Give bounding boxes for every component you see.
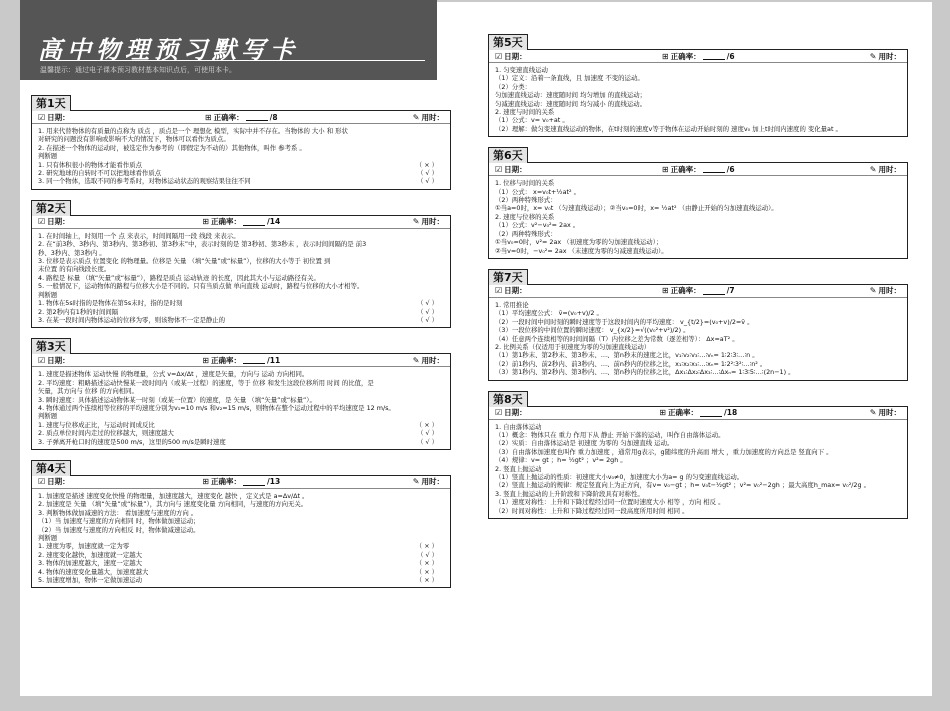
- accuracy-label: 正确率：: [670, 286, 701, 296]
- day-content: [32, 367, 450, 449]
- accuracy-label: 正确率：: [210, 355, 241, 365]
- content-line: ①当v₀=0时，v²= 2ax （初速度为零的匀加速直线运动）；: [495, 238, 663, 247]
- accuracy-total: /11: [266, 355, 281, 365]
- judge-answer: （ √ ）: [417, 550, 438, 559]
- content-line: ②当v=0时，−v₀²= 2ax （末速度为零的匀减速直线运动）。: [495, 246, 668, 255]
- judge-statement: 1. 速度为零，加速度就一定为零: [38, 542, 130, 551]
- day-tab: 第6天: [488, 147, 528, 162]
- judge-statement: 3. 在某一段时间内物体运动的位移为零，则该物体不一定是静止的: [38, 315, 226, 324]
- content-line: 2. 比例关系（仅适用于初速度为零的匀加速直线运动）: [495, 342, 651, 351]
- pen-icon: ✎: [412, 477, 420, 487]
- accuracy-label: 正确率：: [210, 217, 241, 227]
- judge-statement: 1. 物体在5s时指的是物体在第5s末时，指的是时刻: [38, 299, 183, 308]
- pen-icon: ✎: [869, 408, 877, 418]
- day-meta-row: [489, 285, 907, 298]
- day-meta-row: [489, 407, 907, 420]
- judge-item: [38, 551, 444, 559]
- content-line: 判断题: [38, 290, 58, 299]
- calendar-icon: ☑: [495, 164, 503, 174]
- accuracy-group: [205, 112, 278, 123]
- day-meta-row: [32, 354, 450, 367]
- day-box: [31, 110, 451, 190]
- content-line: 4. 路程是 标量 （填“矢量”或“标量”），路程是质点 运动轨迹 的长度，因此其大小与运动路径有关。: [38, 273, 320, 282]
- accuracy-input[interactable]: [703, 52, 725, 60]
- day-tab: 第5天: [488, 34, 528, 49]
- pen-icon: ✎: [869, 51, 877, 61]
- time-label: 用时：: [878, 408, 901, 418]
- accuracy-total: /13: [266, 477, 281, 487]
- date-group: [38, 355, 70, 366]
- date-label: 日期：: [504, 164, 527, 174]
- content-line: 3. 判断物体做加减速的方法： 看加速度与速度的方向 。: [38, 508, 198, 517]
- day-meta-row: [32, 476, 450, 489]
- time-label: 用时：: [878, 164, 901, 174]
- content-line: 2. 竖直上抛运动: [495, 464, 542, 473]
- content-line: （3）第1秒内、第2秒内、第3秒内、…、第n秒内的位移之比，Δx₁∶Δx₂∶Δx₃∶…∶Δxₙ= 1∶3∶5∶…∶(2n−1) 。: [495, 368, 795, 377]
- time-label: 用时：: [421, 217, 444, 227]
- content-line: （2）理解：做匀变速直线运动的物体，在t时刻的速度v等于物体在运动开始时刻的 速度v₀ 加上t时间内速度的 变化量at 。: [495, 124, 842, 133]
- content-line: 1. 位移与时间的关系: [495, 179, 555, 188]
- accuracy-group: [662, 164, 735, 175]
- day-box: [488, 162, 908, 259]
- content-line: 3. 位移是表示质点 位置变化 的物理量。位移是 矢量 （填“矢量”或“标量”），位移的大小等于 初位置 到: [38, 257, 331, 266]
- accuracy-label: 正确率：: [670, 51, 701, 61]
- judge-item: [38, 169, 444, 177]
- content-line: 1. 加速度是描述 速度变化快慢 的物理量，加速度越大，速度变化 越快 ，定义式是 a=Δv/Δt 。: [38, 491, 309, 500]
- header-banner: [20, 0, 437, 80]
- page-title: 高中物理预习默写卡: [38, 36, 299, 64]
- accuracy-total: /14: [266, 217, 281, 227]
- content-line: （1）公式：v= v₀+at 。: [495, 116, 569, 125]
- time-group: [870, 285, 901, 296]
- accuracy-group: [662, 285, 735, 296]
- content-line: 判断题: [38, 534, 58, 542]
- date-group: [495, 164, 527, 175]
- content-line: 5. 一般情况下，运动物体的路程与位移大小是不同的。只有当质点做 单向直线 运动时，路程与位移的大小才相等。: [38, 282, 364, 291]
- day-card-1: [31, 92, 451, 190]
- content-line: （1）公式： x=v₀t+½at² 。: [495, 187, 580, 196]
- accuracy-total: /6: [726, 51, 735, 61]
- date-group: [495, 407, 527, 418]
- judge-statement: 2. 速度变化越快，加速度就一定越大: [38, 550, 142, 559]
- pen-icon: ✎: [412, 355, 420, 365]
- day-meta-row: [489, 163, 907, 176]
- accuracy-input[interactable]: [243, 356, 265, 364]
- accuracy-group: [659, 407, 737, 418]
- day-box: [488, 49, 908, 137]
- content-line: 1. 速度是描述物体 运动快慢 的物理量，公式 v=Δx/Δt ，速度是矢量，方向与 运动 方向相同。: [38, 370, 309, 379]
- accuracy-total: /7: [726, 286, 735, 296]
- day-content: [489, 298, 907, 380]
- accuracy-total: /6: [726, 164, 735, 174]
- judge-answer: （ × ）: [415, 576, 438, 585]
- accuracy-input[interactable]: [243, 218, 265, 226]
- day-card-8: [488, 388, 908, 519]
- content-line: 2. 在“前3秒、3秒内、第3秒内、第3秒初、第3秒末”中，表示时刻的是 第3秒初、第3秒末 ，表示时间间隔的是 前3: [38, 240, 367, 249]
- judge-item: [38, 559, 444, 567]
- day-tab: 第8天: [488, 391, 528, 406]
- day-tab: 第7天: [488, 269, 528, 284]
- content-line: （2）两种特殊形式：: [495, 229, 557, 238]
- judge-statement: 3. 子弹离开枪口时的速度是500 m/s，这里的500 m/s是瞬时速度: [38, 437, 226, 446]
- content-line: 2. 加速度是 矢量 （填“矢量”或“标量”），其方向与 速度变化量 方向相同，与速度的方向无关。: [38, 500, 308, 509]
- accuracy-input[interactable]: [243, 478, 265, 486]
- time-group: [413, 112, 444, 123]
- content-line: 1. 常用推论: [495, 300, 529, 309]
- grid-icon: ⊞: [661, 164, 669, 174]
- judge-item: [38, 161, 444, 169]
- accuracy-input[interactable]: [703, 287, 725, 295]
- content-line: （1）平均速度公式： v̄=(v₀+v)/2 。: [495, 309, 603, 318]
- content-line: 1. 匀变速直线运动: [495, 66, 548, 74]
- accuracy-input[interactable]: [700, 409, 722, 417]
- day-card-6: [488, 144, 908, 259]
- date-label: 日期：: [504, 408, 527, 418]
- pen-icon: ✎: [412, 217, 420, 227]
- day-content: [489, 176, 907, 258]
- accuracy-group: [662, 51, 735, 62]
- content-line: 2. 在描述一个物体的运动时，被选定作为参考的（即假定为不动的）其他物体，叫作 参考系 。: [38, 143, 306, 152]
- grid-icon: ⊞: [202, 477, 209, 487]
- time-group: [413, 355, 444, 366]
- judge-answer: （ × ）: [415, 160, 438, 169]
- pen-icon: ✎: [869, 286, 877, 296]
- judge-statement: 3. 同一个物体，选取不同的参考系时，对物体运动状态的观察结果往往不同: [38, 177, 251, 186]
- grid-icon: ⊞: [661, 51, 669, 61]
- date-label: 日期：: [47, 477, 70, 487]
- content-line: 匀加速直线运动：速度随时间 均匀增加 的直线运动；: [495, 91, 647, 100]
- time-label: 用时：: [421, 355, 444, 365]
- date-label: 日期：: [47, 112, 70, 122]
- judge-statement: 3. 物体的加速度越大，速度一定越大: [38, 559, 142, 568]
- calendar-icon: ☑: [38, 217, 46, 227]
- day-tab: 第3天: [31, 338, 71, 353]
- accuracy-label: 正确率：: [670, 164, 701, 174]
- grid-icon: ⊞: [661, 286, 669, 296]
- day-box: [31, 215, 451, 328]
- content-line: （1）公式：v²−v₀²= 2ax 。: [495, 221, 580, 230]
- content-line: （2）前1秒内、前2秒内、前3秒内、…、前n秒内的位移之比，x₁∶x₂∶x₃∶…∶xₙ= 1∶2²∶3²∶…∶n² 。: [495, 359, 767, 368]
- day-box: [488, 406, 908, 519]
- accuracy-input[interactable]: [703, 165, 725, 173]
- day-box: [31, 353, 451, 450]
- judge-item: [38, 429, 444, 437]
- left-column: [31, 92, 451, 595]
- accuracy-input[interactable]: [246, 113, 268, 121]
- content-line: （2）一段时间中间时刻的瞬时速度等于这段时间内的平均速度： v_{t/2}=(v₀+v)/2=v̄ 。: [495, 317, 754, 326]
- content-line: 1. 用来代替物体的有质量的点称为 质点 ，质点是一个 理想化 模型，实际中并不存在。当物体的 大小 和 形状: [38, 127, 348, 135]
- grid-icon: ⊞: [659, 408, 666, 418]
- judge-item: [38, 316, 444, 324]
- grid-icon: ⊞: [202, 355, 209, 365]
- judge-statement: 4. 物体的速度变化量越大，加速度越大: [38, 567, 149, 576]
- judge-item: [38, 177, 444, 185]
- judge-item: [38, 438, 444, 446]
- header-divider: [40, 60, 425, 61]
- judge-answer: （ × ）: [415, 559, 438, 568]
- judge-item: [38, 568, 444, 576]
- accuracy-total: /18: [723, 408, 738, 418]
- accuracy-group: [202, 216, 280, 227]
- date-group: [495, 285, 527, 296]
- content-line: 4. 物体通过两个连续相等位移的平均速度分别为v₁=10 m/s 和v₂=15 m/s，则物体在整个运动过程中的平均速度是 12 m/s。: [38, 403, 395, 412]
- judge-answer: （ × ）: [415, 567, 438, 576]
- judge-statement: 1. 只有体积很小的物体才能看作质点: [38, 160, 142, 169]
- content-line: （2）实质：自由落体运动是 初速度 为零的 匀加速直线 运动。: [495, 439, 674, 448]
- day-box: [488, 284, 908, 381]
- content-line: （1）概念：物体只在 重力 作用下从 静止 开始下落的运动，叫作自由落体运动。: [495, 430, 725, 439]
- content-line: 1. 在时间轴上，时刻用一个 点 来表示，时间间隔用一段 线段 来表示。: [38, 231, 240, 240]
- day-meta-row: [32, 216, 450, 229]
- content-line: （4）规律：v= gt ；h= ½gt² ；v²= 2gh 。: [495, 456, 627, 465]
- accuracy-label: 正确率：: [667, 408, 698, 418]
- accuracy-group: [202, 476, 280, 487]
- judge-item: [38, 308, 444, 316]
- calendar-icon: ☑: [38, 112, 46, 122]
- accuracy-label: 正确率：: [210, 477, 241, 487]
- content-line: （2）竖直上抛运动的规律：规定竖直向上为正方向，有v= v₀−gt ；h= v₀t−½gt² ；v²= v₀²−2gh ；最大高度h_max= v₀²/2g 。: [495, 481, 870, 490]
- time-group: [870, 51, 901, 62]
- accuracy-total: /8: [269, 112, 278, 122]
- content-line: （1）速度对称性：上升和下降过程经过同一位置时速度大小 相等 ，方向 相反 。: [495, 498, 725, 507]
- judge-answer: （ √ ）: [417, 429, 438, 438]
- day-card-5: [488, 31, 908, 137]
- judge-answer: （ × ）: [415, 542, 438, 551]
- grid-icon: ⊞: [204, 112, 212, 122]
- date-group: [38, 216, 70, 227]
- content-line: 对研究的问题没有影响或影响不大的情况下，物体可以看作为质点。: [38, 135, 230, 144]
- time-group: [413, 216, 444, 227]
- calendar-icon: ☑: [495, 286, 503, 296]
- pen-icon: ✎: [869, 164, 877, 174]
- content-line: （3）一段位移的中间位置的瞬时速度： v_{x/2}=√((v₀²+v²)/2) 。: [495, 326, 690, 335]
- content-line: 匀减速直线运动：速度随时间 均匀减小 的直线运动。: [495, 99, 647, 108]
- judge-statement: 5. 加速度增加，物体一定做加速运动: [38, 576, 142, 585]
- judge-item: [38, 576, 444, 584]
- time-label: 用时：: [421, 477, 444, 487]
- judge-item: [38, 421, 444, 429]
- date-group: [495, 51, 527, 62]
- content-line: （2）当 加速度与速度的方向相反 时，物体做减速运动。: [38, 525, 200, 534]
- day-meta-row: [489, 50, 907, 63]
- content-line: 1. 自由落体运动: [495, 422, 542, 431]
- date-label: 日期：: [47, 217, 70, 227]
- judge-statement: 2. 第2秒内有1秒的时间间隔: [38, 307, 119, 316]
- calendar-icon: ☑: [495, 51, 503, 61]
- time-group: [870, 407, 901, 418]
- content-line: 2. 速度与位移的关系: [495, 212, 555, 221]
- content-line: （2）时间对称性：上升和下降过程经过同一段高度所用时间 相同 。: [495, 506, 689, 515]
- content-line: （1）竖直上抛运动的性质：初速度大小v₀≠0，加速度大小为a= g 的匀变速直线运动。: [495, 473, 744, 481]
- content-line: 3. 竖直上抛运动的上升阶段和下降阶段具有对称性。: [495, 489, 644, 498]
- time-group: [413, 476, 444, 487]
- content-line: 判断题: [38, 152, 58, 161]
- content-line: （2）分类：: [495, 82, 532, 91]
- day-card-4: [31, 457, 451, 588]
- day-card-3: [31, 335, 451, 450]
- judge-answer: （ √ ）: [417, 307, 438, 316]
- day-box: [31, 475, 451, 588]
- time-label: 用时：: [878, 286, 901, 296]
- content-line: （3）自由落体加速度也叫作 重力加速度 ，通常用g表示，g随纬度的升高而 增大 ，重力加速度的方向总是 竖直向下 。: [495, 447, 833, 456]
- time-label: 用时：: [878, 51, 901, 61]
- content-line: （1）定义：沿着一条直线，且 加速度 不变的运动。: [495, 74, 644, 83]
- judge-answer: （ × ）: [415, 420, 438, 429]
- day-content: [32, 229, 450, 327]
- date-group: [38, 476, 70, 487]
- judge-answer: （ √ ）: [417, 169, 438, 178]
- judge-item: [38, 542, 444, 550]
- judge-statement: 2. 质点单位时间内走过的位移越大，则速度越大: [38, 429, 174, 438]
- judge-statement: 2. 研究地球的自转时不可以把地球看作质点: [38, 169, 162, 178]
- calendar-icon: ☑: [495, 408, 503, 418]
- judge-statement: 1. 速度与位移成正比，与运动时间成反比: [38, 420, 155, 429]
- judge-answer: （ √ ）: [417, 299, 438, 308]
- right-column: [488, 31, 908, 526]
- date-label: 日期：: [504, 286, 527, 296]
- accuracy-label: 正确率：: [213, 112, 244, 122]
- time-group: [870, 164, 901, 175]
- content-line: （1）第1秒末、第2秒末、第3秒末、…、第n秒末的速度之比，v₁∶v₂∶v₃∶…∶vₙ= 1∶2∶3∶…∶n 。: [495, 351, 759, 360]
- content-line: ①当a=0时，x= v₀t （匀速直线运动）；②当v₀=0时，x= ½at² （由静止开始的匀加速直线运动）。: [495, 204, 778, 213]
- content-line: 矢量，其方向与 位移 的方向相同。: [38, 387, 138, 396]
- date-group: [38, 112, 70, 123]
- date-label: 日期：: [504, 51, 527, 61]
- header-tip: 温馨提示：通过电子课本预习教材基本知识点后，可使用本卡。: [40, 66, 236, 74]
- content-line: （4）任意两个连续相等的时间间隔（T）内位移之差为常数（逐差相等）： Δx=aT² 。: [495, 334, 739, 343]
- content-line: 秒、3秒内、第3秒内 。: [38, 248, 106, 257]
- judge-answer: （ √ ）: [417, 315, 438, 324]
- content-line: 末位置 的有向线段长度。: [38, 265, 111, 274]
- day-content: [489, 63, 907, 136]
- time-label: 用时：: [421, 112, 444, 122]
- day-tab: 第4天: [31, 460, 71, 475]
- content-line: （2）两种特殊形式：: [495, 196, 557, 205]
- judge-item: [38, 299, 444, 307]
- day-content: [32, 124, 450, 189]
- content-line: 2. 平均速度：粗略描述运动快慢某一段时间内（或某一过程）的速度，等于 位移 和发生这段位移所用 时间 的比值，是: [38, 378, 374, 387]
- day-tab: 第1天: [31, 95, 71, 110]
- day-tab: 第2天: [31, 200, 71, 215]
- day-card-7: [488, 266, 908, 381]
- grid-icon: ⊞: [202, 217, 209, 227]
- judge-answer: （ √ ）: [417, 177, 438, 186]
- calendar-icon: ☑: [38, 477, 46, 487]
- judge-answer: （ √ ）: [417, 437, 438, 446]
- calendar-icon: ☑: [38, 355, 46, 365]
- day-meta-row: [32, 111, 450, 124]
- content-line: 判断题: [38, 412, 58, 421]
- content-line: 3. 瞬时速度：具体描述运动物体某一时刻（或某一位置）的速度，是 矢量 （填“矢量”或“标量”）。: [38, 395, 316, 404]
- date-label: 日期：: [47, 355, 70, 365]
- content-line: （1）当 加速度与速度的方向相同 时，物体做加速运动；: [38, 517, 200, 526]
- pen-icon: ✎: [412, 112, 420, 122]
- accuracy-group: [202, 355, 280, 366]
- day-card-2: [31, 197, 451, 328]
- content-line: 2. 速度与时间的关系: [495, 108, 555, 117]
- day-content: [489, 420, 907, 518]
- day-content: [32, 489, 450, 587]
